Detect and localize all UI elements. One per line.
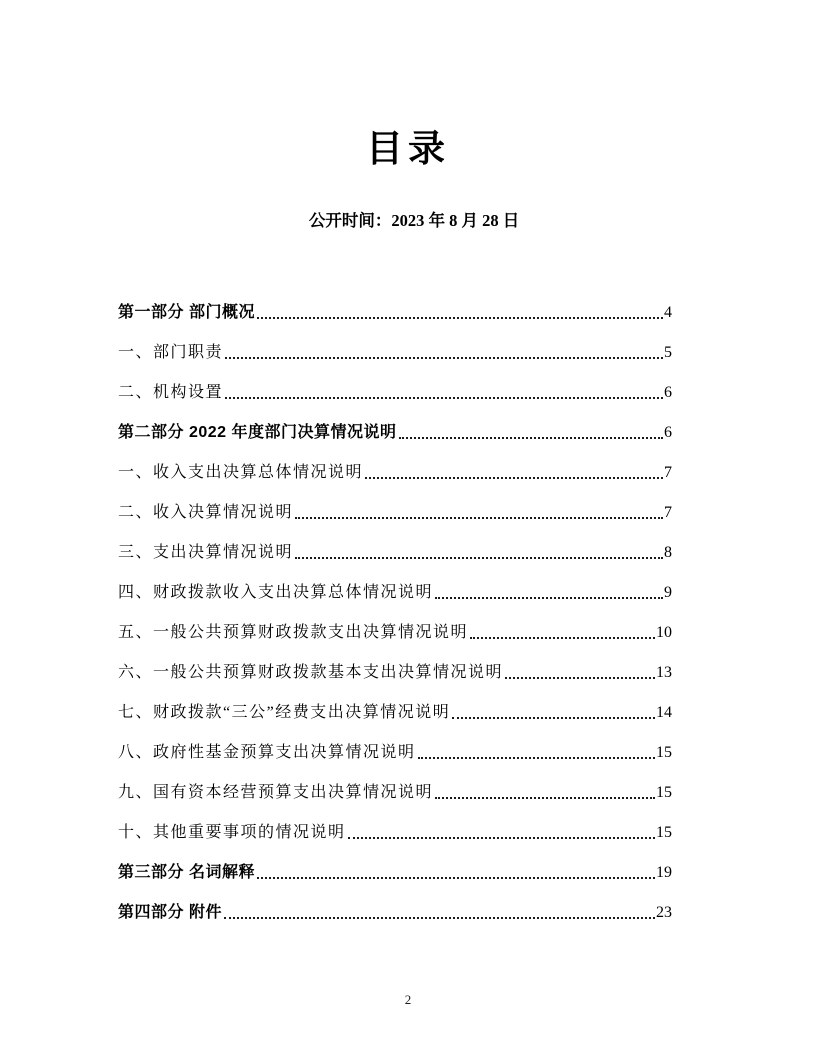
toc-entry-label: 四、财政拨款收入支出决算总体情况说明	[118, 583, 434, 601]
toc-leader-dots	[399, 437, 664, 439]
toc-leader-dots	[452, 717, 655, 719]
publish-date-line: 公开时间：2023 年 8 月 28 日	[308, 211, 520, 230]
toc-entry-page: 23	[656, 903, 672, 921]
toc-entry-page: 7	[664, 503, 672, 521]
toc-leader-dots	[295, 517, 663, 519]
toc-entry-page: 6	[664, 423, 672, 441]
toc-entry	[118, 888, 672, 928]
toc-entry-page: 15	[656, 783, 672, 801]
toc-entry-page: 10	[656, 623, 672, 641]
toc-list	[118, 288, 672, 928]
page-title: 目录	[366, 128, 450, 169]
toc-entry	[118, 768, 672, 808]
toc-entry	[118, 288, 672, 328]
toc-entry-page: 14	[656, 703, 672, 721]
toc-entry-label: 六、一般公共预算财政拨款基本支出决算情况说明	[118, 663, 504, 681]
toc-entry-label: 十、其他重要事项的情况说明	[118, 823, 346, 841]
toc-entry	[118, 848, 672, 888]
toc-entry	[118, 808, 672, 848]
toc-entry-label: 九、国有资本经营预算支出决算情况说明	[118, 783, 434, 801]
toc-entry	[118, 728, 672, 768]
toc-entry-label: 第一部分 部门概况	[118, 303, 255, 321]
toc-entry-label: 第二部分 2022 年度部门决算情况说明	[118, 423, 397, 441]
toc-entry-label: 第三部分 名词解释	[118, 863, 255, 881]
toc-entry	[118, 408, 672, 448]
toc-entry-page: 4	[664, 303, 672, 321]
toc-leader-dots	[435, 797, 655, 799]
toc-entry-page: 5	[664, 343, 672, 361]
toc-leader-dots	[257, 317, 663, 319]
toc-entry-page: 15	[656, 823, 672, 841]
toc-leader-dots	[505, 677, 655, 679]
toc-entry-page: 19	[656, 863, 672, 881]
toc-leader-dots	[470, 637, 655, 639]
toc-entry	[118, 368, 672, 408]
toc-leader-dots	[224, 917, 655, 919]
toc-leader-dots	[225, 357, 663, 359]
toc-entry	[118, 648, 672, 688]
toc-entry	[118, 528, 672, 568]
toc-leader-dots	[295, 557, 663, 559]
toc-entry-label: 八、政府性基金预算支出决算情况说明	[118, 743, 416, 761]
toc-entry-page: 8	[664, 543, 672, 561]
toc-entry	[118, 488, 672, 528]
toc-leader-dots	[365, 477, 663, 479]
toc-leader-dots	[435, 597, 663, 599]
toc-leader-dots	[418, 757, 655, 759]
toc-entry-page: 13	[656, 663, 672, 681]
toc-entry	[118, 568, 672, 608]
toc-entry	[118, 448, 672, 488]
toc-entry	[118, 688, 672, 728]
toc-entry-label: 一、部门职责	[118, 343, 224, 361]
toc-entry-label: 一、收入支出决算总体情况说明	[118, 463, 364, 481]
toc-entry	[118, 328, 672, 368]
toc-entry-label: 二、机构设置	[118, 383, 224, 401]
toc-entry-label: 五、一般公共预算财政拨款支出决算情况说明	[118, 623, 469, 641]
toc-entry-label: 第四部分 附件	[118, 903, 222, 921]
toc-entry-page: 7	[664, 463, 672, 481]
toc-entry-label: 三、支出决算情况说明	[118, 543, 294, 561]
toc-entry-label: 二、收入决算情况说明	[118, 503, 294, 521]
toc-entry-page: 6	[664, 383, 672, 401]
toc-leader-dots	[348, 837, 655, 839]
toc-leader-dots	[225, 397, 663, 399]
toc-entry-page: 9	[664, 583, 672, 601]
toc-entry-page: 15	[656, 743, 672, 761]
toc-leader-dots	[257, 877, 655, 879]
footer-page-number: 2	[404, 992, 412, 1007]
toc-entry	[118, 608, 672, 648]
toc-entry-label: 七、财政拨款“三公”经费支出决算情况说明	[118, 703, 451, 721]
